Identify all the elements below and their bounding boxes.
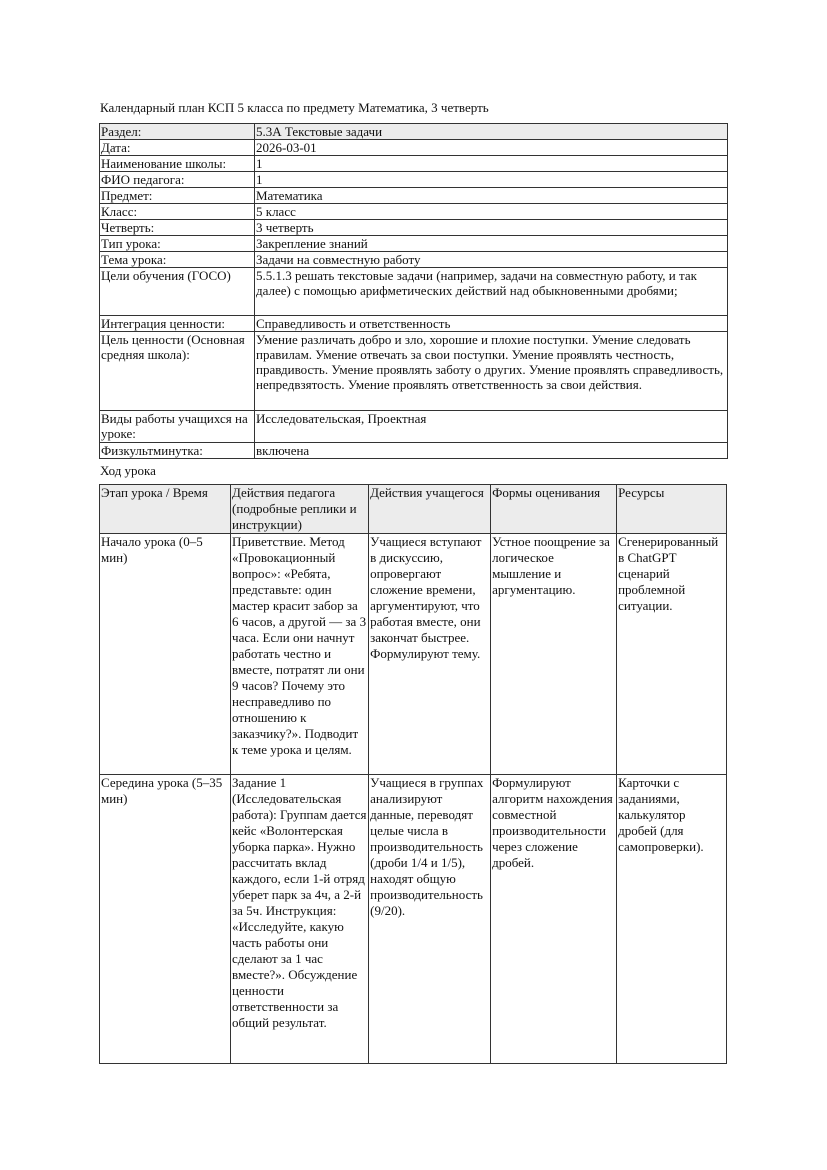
meta-label: Предмет: (100, 188, 255, 204)
meta-label: Цель ценности (Основная средняя школа): (100, 332, 255, 411)
meta-value: Справедливость и ответственность (255, 316, 728, 332)
table-row (100, 775, 727, 1064)
meta-row-date (100, 140, 728, 156)
meta-label: Тип урока: (100, 236, 255, 252)
page-title: Календарный план КСП 5 класса по предмету Математика, 3 четверть (100, 100, 489, 115)
meta-row-value-integration (100, 316, 728, 332)
meta-row-lesson-type (100, 236, 728, 252)
meta-value: 5.5.1.3 решать текстовые задачи (например, задачи на совместную работу, и так далее) с помощью арифметических действий над обыкновенными дробями; (255, 268, 728, 316)
meta-label: Интеграция ценности: (100, 316, 255, 332)
header-stage: Этап урока / Время (100, 485, 231, 534)
meta-value: Задачи на совместную работу (255, 252, 728, 268)
meta-label: Виды работы учащихся на уроке: (100, 411, 255, 443)
meta-row-quarter (100, 220, 728, 236)
header-resources: Ресурсы (617, 485, 727, 534)
meta-row-value-goal (100, 332, 728, 411)
meta-row-section (100, 124, 728, 140)
meta-row-exercise-break (100, 443, 728, 459)
meta-value: Исследовательская, Проектная (255, 411, 728, 443)
meta-value: 1 (255, 156, 728, 172)
meta-row-topic (100, 252, 728, 268)
header-assessment: Формы оценивания (491, 485, 617, 534)
meta-label: Четверть: (100, 220, 255, 236)
cell-student-actions: Учащиеся вступают в дискуссию, опровергают сложение времени, аргументируют, что работая вместе, они закончат быстрее. Формулируют тему. (369, 534, 491, 775)
meta-label: Класс: (100, 204, 255, 220)
meta-value: 5 класс (255, 204, 728, 220)
meta-row-subject (100, 188, 728, 204)
meta-label: ФИО педагога: (100, 172, 255, 188)
cell-student-actions: Учащиеся в группах анализируют данные, переводят целые числа в производительность (дроби 1/4 и 1/5), находят общую производительность (9/20). (369, 775, 491, 1064)
cell-assessment: Формулируют алгоритм нахождения совместной производительности через сложение дробей. (491, 775, 617, 1064)
lesson-table-header-row (100, 485, 727, 534)
meta-label: Наименование школы: (100, 156, 255, 172)
lesson-flow-table (99, 484, 727, 1064)
meta-value: Закрепление знаний (255, 236, 728, 252)
meta-label: Тема урока: (100, 252, 255, 268)
cell-resources: Сгенерированный в ChatGPT сценарий проблемной ситуации. (617, 534, 727, 775)
cell-teacher-actions: Приветствие. Метод «Провокационный вопрос»: «Ребята, представьте: один мастер красит забор за 6 часов, а другой — за 3 часа. Если они начнут работать честно и вместе, потратят ли они 9 часов? Почему это несправедливо по отношению к заказчику?». Подводит к теме урока и целям. (231, 534, 369, 775)
meta-row-teacher (100, 172, 728, 188)
meta-label: Физкультминутка: (100, 443, 255, 459)
meta-value: включена (255, 443, 728, 459)
cell-assessment: Устное поощрение за логическое мышление и аргументацию. (491, 534, 617, 775)
cell-stage: Начало урока (0–5 мин) (100, 534, 231, 775)
meta-row-work-types (100, 411, 728, 443)
meta-row-learning-goals (100, 268, 728, 316)
meta-value: Математика (255, 188, 728, 204)
meta-row-school (100, 156, 728, 172)
lesson-flow-heading: Ход урока (100, 463, 156, 478)
cell-stage: Середина урока (5–35 мин) (100, 775, 231, 1064)
header-student-actions: Действия учащегося (369, 485, 491, 534)
lesson-info-table (99, 123, 728, 459)
meta-label: Цели обучения (ГОСО) (100, 268, 255, 316)
meta-label: Дата: (100, 140, 255, 156)
meta-value: 5.3А Текстовые задачи (255, 124, 728, 140)
cell-teacher-actions: Задание 1 (Исследовательская работа): Группам дается кейс «Волонтерская уборка парка». Нужно рассчитать вклад каждого, если 1-й отряд уберет парк за 4ч, а 2-й за 5ч. Инструкция: «Исследуйте, какую часть работы они сделают за 1 час вместе?». Обсуждение ценности ответственности за общий результат. (231, 775, 369, 1064)
meta-value: 1 (255, 172, 728, 188)
table-row (100, 534, 727, 775)
meta-label: Раздел: (100, 124, 255, 140)
meta-row-class (100, 204, 728, 220)
cell-resources: Карточки с заданиями, калькулятор дробей (для самопроверки). (617, 775, 727, 1064)
header-teacher-actions: Действия педагога (подробные реплики и инструкции) (231, 485, 369, 534)
meta-value: Умение различать добро и зло, хорошие и плохие поступки. Умение следовать правилам. Умение отвечать за свои поступки. Умение проявлять честность, правдивость. Умение проявлять заботу о других. Умение проявлять справедливость, непредвзятость. Умение проявлять ответственность за свои действия. (255, 332, 728, 411)
meta-value: 2026-03-01 (255, 140, 728, 156)
meta-value: 3 четверть (255, 220, 728, 236)
